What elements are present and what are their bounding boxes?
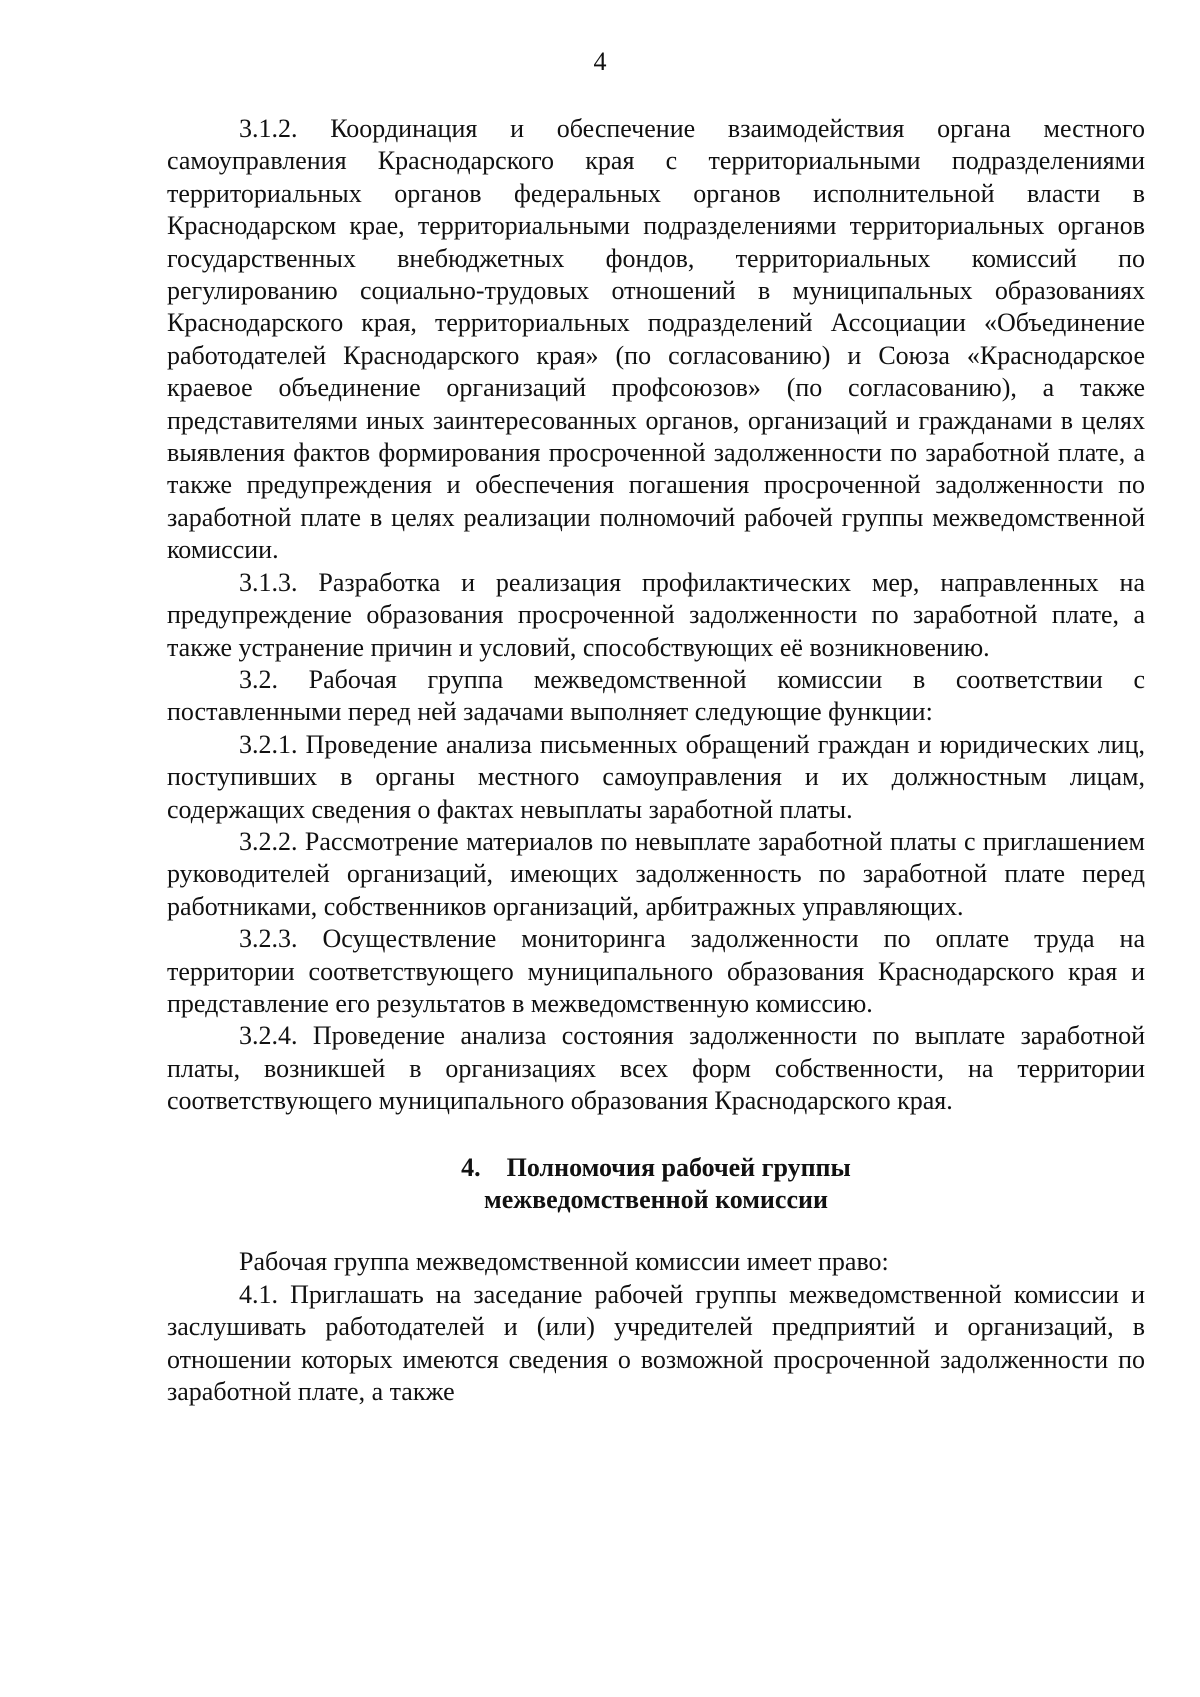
paragraph-3-2-3: 3.2.3. Осуществление мониторинга задолженности по оплате труда на территории соответствующего муниципального образования Краснодарского края и представление его результатов в межведомственную комиссию. [167, 924, 1145, 1018]
page-number: 4 [593, 47, 607, 76]
spacer [167, 1118, 1145, 1152]
paragraph-3-2: 3.2. Рабочая группа межведомственной комиссии в соответствии с поставленными перед ней задачами выполняет следующие функции: [167, 664, 1145, 727]
section-heading-line-2: межведомственной комиссии [484, 1185, 828, 1214]
paragraph-3-2-2: 3.2.2. Рассмотрение материалов по невыплате заработной платы с приглашением руководителей организаций, имеющих задолженность по заработной плате перед работниками, собственников организаций, арбитражных управляющих. [167, 826, 1145, 921]
document-body [167, 113, 1145, 1408]
paragraph-3-2-1: 3.2.1. Проведение анализа письменных обращений граждан и юридических лиц, поступивших в органы местного самоуправления и их должностным лицам, содержащих сведения о фактах невыплаты заработной платы. [167, 729, 1145, 824]
paragraph-rights-intro: Рабочая группа межведомственной комиссии имеет право: [239, 1247, 889, 1277]
paragraph-3-1-3: 3.1.3. Разработка и реализация профилактических мер, направленных на предупреждение образования просроченной задолженности по заработной плате, а также устранение причин и условий, способствующих её возникновению. [167, 567, 1145, 662]
paragraph-3-2-4: 3.2.4. Проведение анализа состояния задолженности по выплате заработной платы, возникшей в организациях всех форм собственности, на территории соответствующего муниципального образования Краснодарского края. [167, 1021, 1145, 1116]
section-heading-line-1: 4. Полномочия рабочей группы [461, 1152, 851, 1182]
spacer [167, 1216, 1145, 1246]
paragraph-3-1-2: 3.1.2. Координация и обеспечение взаимодействия органа местного самоуправления Краснодарского края с территориальными подразделениями территориальных органов федеральных органов исполнительной власти в Краснодарском крае, территориальными подразделениями территориальных органов государственных внебюджетных фондов, территориальных комиссий по регулированию социально-трудовых отношений в муниципальных образованиях Краснодарского края, территориальных подразделений Ассоциации «Объединение работодателей Краснодарского края» (по согласованию) и Союза «Краснодарское краевое объединение организаций профсоюзов» (по согласованию), а также представителями иных заинтересованных органов, организаций и гражданами в целях выявления фактов формирования просроченной задолженности по заработной плате, а также предупреждения и обеспечения погашения просроченной задолженности по заработной плате в целях реализации полномочий рабочей группы межведомственной комиссии. [167, 114, 1145, 565]
paragraph-4-1: 4.1. Приглашать на заседание рабочей группы межведомственной комиссии и заслушивать работодателей и (или) учредителей предприятий и организаций, в отношении которых имеются сведения о возможной просроченной задолженности по заработной плате, а также [167, 1279, 1145, 1407]
